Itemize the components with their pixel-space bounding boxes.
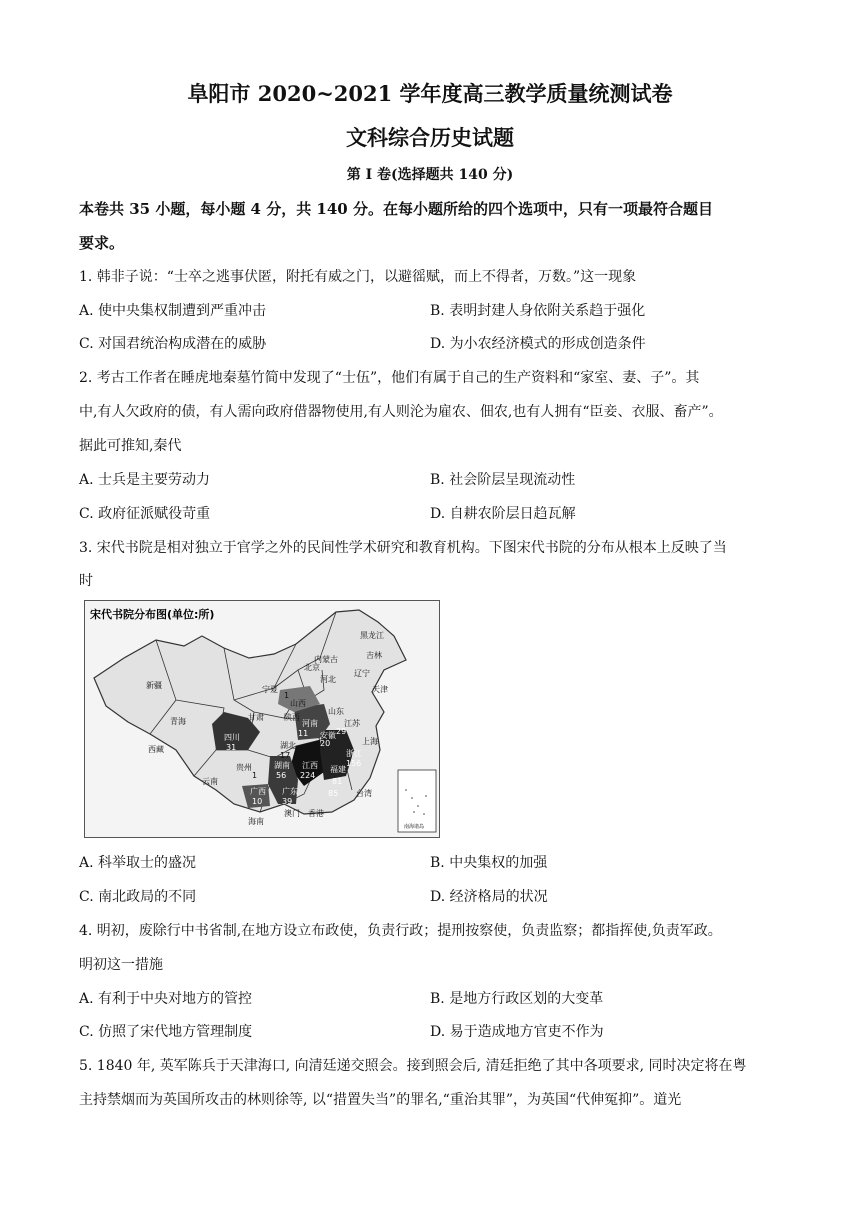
map-count: 1 [252,771,258,780]
question-2-option-a: A. 士兵是主要劳动力 [79,472,211,488]
map-count: 81 [332,777,343,786]
question-4-option-c: C. 仿照了宋代地方管理制度 [79,1024,253,1040]
map-count: 156 [346,759,362,768]
question-3-stem-line-2: 时 [79,573,93,589]
question-2-option-c: C. 政府征派赋役苛重 [79,506,211,522]
question-4-stem-line-1: 4. 明初，废除行中书省制,在地方设立布政使，负责行政；提刑按察使，负责监察；都指挥使,负责军政。 [79,923,722,939]
question-3-stem-line-1: 3. 宋代书院是相对独立于官学之外的民间性学术研究和教育机构。下图宋代书院的分布从根本上反映了当 [79,540,727,556]
map-label: 河南 [302,719,318,728]
map-count: 56 [276,771,287,780]
map-label: 黑龙江 [360,631,384,640]
map-label: 四川 [224,733,240,742]
map-count: 20 [320,739,331,748]
map-label: 海南 [248,817,264,826]
map-label: 广东 [282,787,298,796]
map-count: 10 [252,797,263,806]
map-label: 宁夏 [262,685,278,694]
question-2-stem-line-2: 中,有人欠政府的债，有人需向政府借器物使用,有人则沦为雇农、佃农,也有人拥有“臣妾、衣服、畜产”。 [79,404,723,420]
map-label: 安徽 [320,731,336,740]
map-label: 山东 [328,707,344,716]
question-4-stem-line-2: 明初这一措施 [79,957,163,973]
map-count: 39 [282,797,293,806]
question-4-option-b: B. 是地方行政区划的大变革 [430,991,604,1007]
map-label: 江苏 [344,719,360,728]
question-4-option-a: A. 有利于中央对地方的管控 [79,991,253,1007]
map-label: 陕西 [284,713,300,722]
instructions-line-2: 要求。 [79,234,125,252]
map-count: 31 [226,743,237,752]
map-label: 台湾 [356,789,372,798]
question-3-option-c: C. 南北政局的不同 [79,889,197,905]
map-label: 吉林 [366,651,382,660]
question-1-option-d: D. 为小农经济模式的形成创造条件 [430,336,646,352]
map-count: 85 [328,789,339,798]
question-1-option-b: B. 表明封建人身依附关系趋于强化 [430,303,646,319]
map-label: 湖北 [280,741,296,750]
question-2-stem-line-3: 据此可推知,秦代 [79,438,182,454]
section-heading: 第 I 卷(选择题共 140 分) [346,167,514,183]
map-label: 贵州 [236,763,252,772]
map-label: 河北 [320,675,336,684]
question-2-option-d: D. 自耕农阶层日趋瓦解 [430,506,576,522]
map-label: 西藏 [148,745,164,754]
question-5-stem-line-1: 5. 1840 年, 英军陈兵于天津海口, 向清廷递交照会。接到照会后, 清廷拒绝了其中各项要求, 同时决定将在粤 [79,1058,747,1074]
instructions-line-1: 本卷共 35 小题，每小题 4 分，共 140 分。在每小题所给的四个选项中，只有一项最符合题目 [79,200,713,218]
map-count: 29 [336,727,347,736]
map-label: 内蒙古 [314,655,338,664]
map-label: 青海 [170,717,186,726]
map-label: 北京 [304,663,320,672]
map-label: 云南 [202,777,218,786]
question-1-option-c: C. 对国君统治构成潜在的威胁 [79,336,267,352]
map-label: 江西 [302,761,318,770]
map-label: 香港 [308,809,324,818]
map-count: 11 [298,729,309,738]
map-count: 1 [284,691,290,700]
map-label: 新疆 [146,681,162,690]
question-1-option-a: A. 使中央集权制遭到严重冲击 [79,303,267,319]
page-subtitle: 文科综合历史试题 [346,125,514,150]
map-label: 广西 [250,787,266,796]
song-academy-distribution-map [84,600,440,838]
inset-label: 南海诸岛 [404,824,425,830]
map-label: 福建 [330,765,346,774]
page-title: 阜阳市 2020~2021 学年度高三教学质量统测试卷 [187,81,673,106]
map-label: 辽宁 [354,669,370,678]
map-count: 224 [300,771,316,780]
map-label: 澳门 [284,809,300,818]
map-label: 山西 [290,699,306,708]
map-label: 天津 [372,685,388,694]
map-label: 上海 [362,737,378,746]
question-3-option-a: A. 科举取士的盛况 [79,855,197,871]
map-label: 湖南 [274,761,290,770]
map-title: 宋代书院分布图(单位:所) [90,608,215,621]
question-2-stem-line-1: 2. 考古工作者在睡虎地秦墓竹简中发现了“士伍”，他们有属于自己的生产资料和“家室、妻、子”。其 [79,370,700,386]
map-count: 17 [280,751,291,760]
question-5-stem-line-2: 主持禁烟而为英国所攻击的林则徐等, 以“措置失当”的罪名,“重治其罪”，为英国“代伸冤抑”。道光 [79,1092,682,1108]
map-label: 浙江 [346,749,362,758]
map-label: 甘肃 [248,713,264,722]
question-1-stem: 1. 韩非子说：“士卒之逃事伏匿，附托有威之门，以避徭赋，而上不得者，万数。”这一现象 [79,269,637,285]
south-china-sea-inset [398,770,436,832]
question-2-option-b: B. 社会阶层呈现流动性 [430,472,576,488]
question-4-option-d: D. 易于造成地方官吏不作为 [430,1024,604,1040]
question-3-option-d: D. 经济格局的状况 [430,889,548,905]
question-3-option-b: B. 中央集权的加强 [430,855,548,871]
